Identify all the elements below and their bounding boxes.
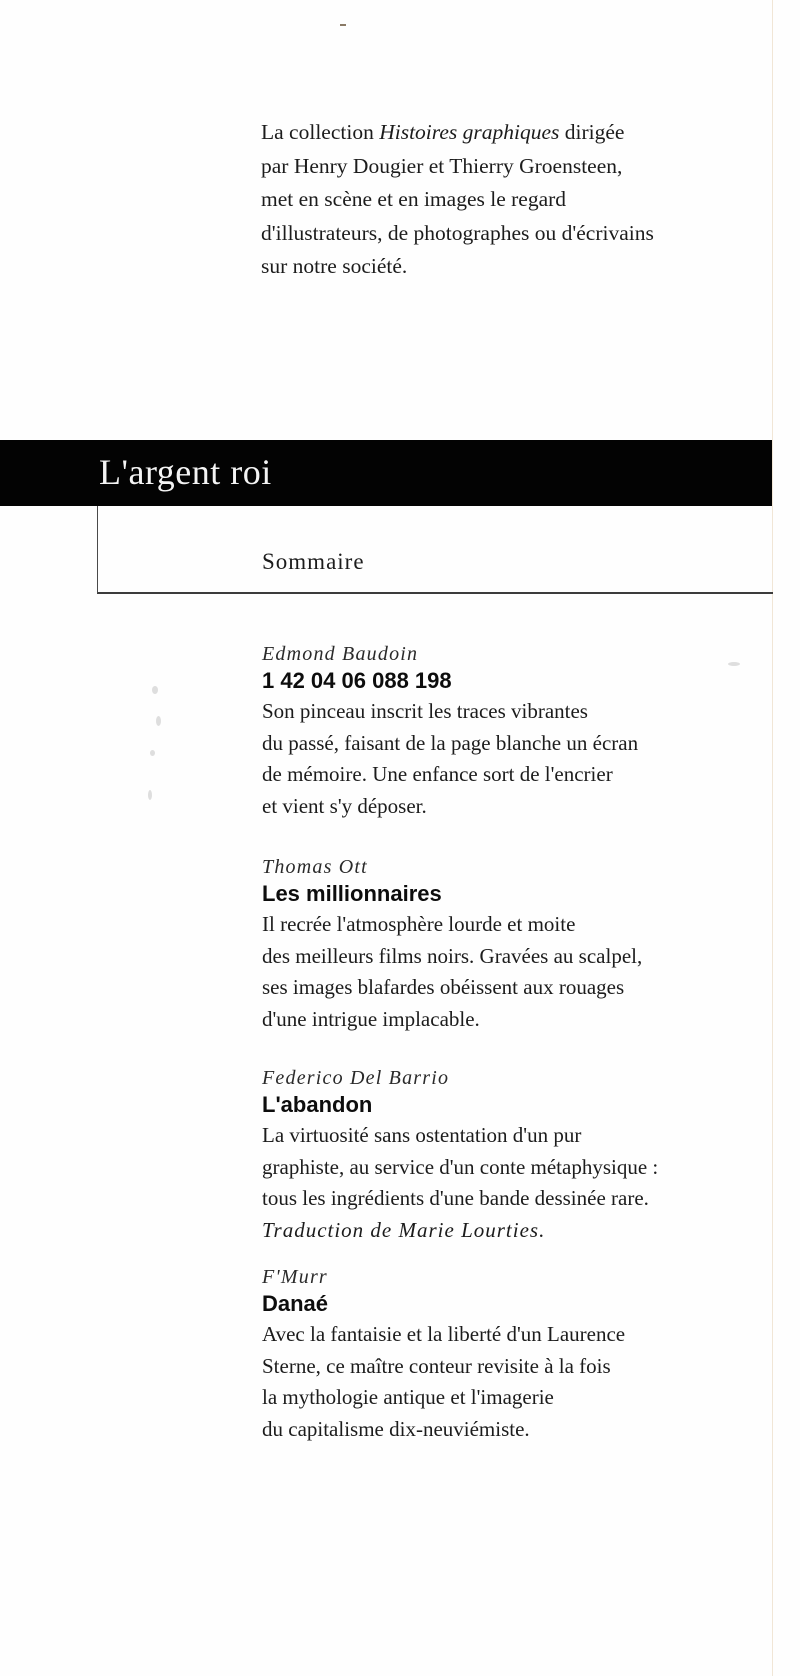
translation-credit: Traduction de Marie Lourties. xyxy=(262,1217,546,1242)
contents-entry xyxy=(262,1265,772,1445)
description-line: Sterne, ce maître conteur revisite à la fois xyxy=(262,1353,611,1378)
scan-artifact xyxy=(340,24,346,26)
collection-title: L'argent roi xyxy=(99,452,272,492)
intro-line-2: par Henry Dougier et Thierry Groensteen, xyxy=(261,153,623,178)
entry-description xyxy=(262,696,772,822)
sommaire-box xyxy=(97,506,773,594)
contents-entry xyxy=(262,855,772,1035)
entry-author: Thomas Ott xyxy=(262,856,368,878)
scan-speck xyxy=(156,716,161,726)
entry-title: 1 42 04 06 088 198 xyxy=(262,668,452,693)
description-line: ses images blafardes obéissent aux rouages xyxy=(262,975,625,999)
collection-name: Histoires graphiques xyxy=(379,120,560,144)
description-line: du passé, faisant de la page blanche un écran xyxy=(262,730,639,755)
entry-title: L'abandon xyxy=(262,1092,373,1117)
entry-description xyxy=(262,1120,772,1246)
collection-title-band xyxy=(0,440,772,506)
entry-description xyxy=(262,1319,772,1445)
intro-line-4: d'illustrateurs, de photographes ou d'écrivains xyxy=(261,220,654,245)
description-line: du capitalisme dix-neuviémiste. xyxy=(262,1416,530,1441)
entry-title: Danaé xyxy=(262,1291,329,1316)
description-line: graphiste, au service d'un conte métaphysique : xyxy=(262,1154,659,1179)
entry-title: Les millionnaires xyxy=(262,881,442,906)
intro-line-1: La collection Histoires graphiques dirigée xyxy=(261,120,625,144)
description-line: Avec la fantaisie et la liberté d'un Laurence xyxy=(262,1322,626,1346)
entry-description xyxy=(262,909,772,1035)
description-line: tous les ingrédients d'une bande dessinée rare. xyxy=(262,1186,649,1210)
intro-line-5: sur notre société. xyxy=(261,254,408,278)
entry-author: Edmond Baudoin xyxy=(262,643,419,665)
contents-entry xyxy=(262,1066,772,1246)
description-line: Son pinceau inscrit les traces vibrantes xyxy=(262,699,588,723)
section-label: Sommaire xyxy=(262,549,365,574)
description-line: d'une intrigue implacable. xyxy=(262,1006,480,1031)
description-line: La virtuosité sans ostentation d'un pur xyxy=(262,1123,582,1147)
entry-author: F'Murr xyxy=(262,1266,328,1288)
intro-line-3: met en scène et en images le regard xyxy=(261,187,567,211)
scan-speck xyxy=(150,750,155,756)
description-line: et vient s'y déposer. xyxy=(262,793,427,818)
entry-author: Federico Del Barrio xyxy=(262,1067,450,1089)
description-line: des meilleurs films noirs. Gravées au scalpel, xyxy=(262,943,643,968)
description-line: Il recrée l'atmosphère lourde et moite xyxy=(262,912,576,936)
description-line: de mémoire. Une enfance sort de l'encrier xyxy=(262,762,613,786)
contents-entry xyxy=(262,642,772,822)
page-fold-line xyxy=(772,0,773,1676)
description-line: la mythologie antique et l'imagerie xyxy=(262,1385,554,1409)
scan-speck xyxy=(152,686,158,694)
scan-speck xyxy=(148,790,152,800)
collection-intro xyxy=(261,116,761,284)
